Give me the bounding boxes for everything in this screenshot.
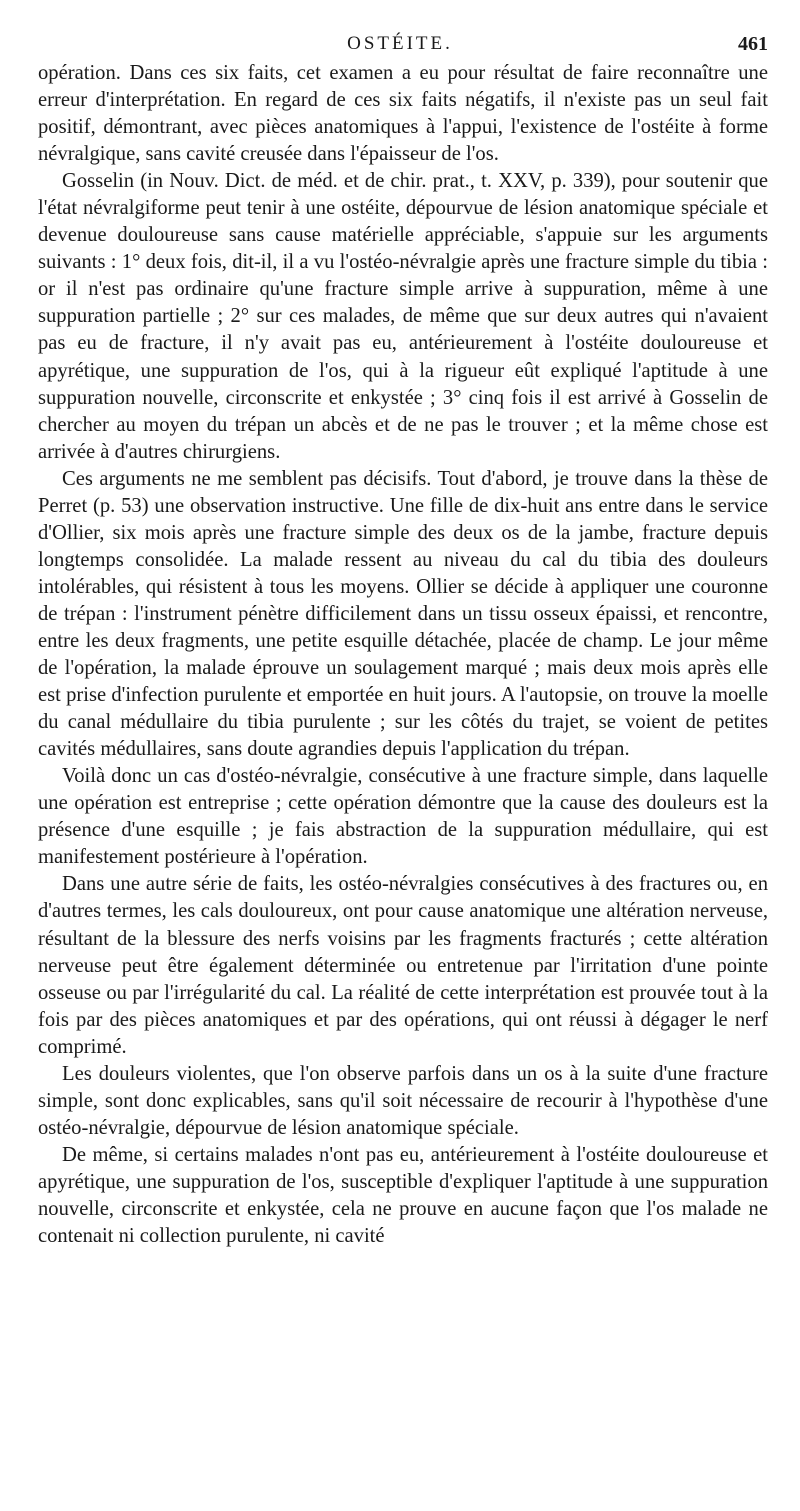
paragraph-4: Voilà donc un cas d'ostéo-névralgie, consécutive à une fracture simple, dans laquelle une opération est entreprise ; cette opération démontre que la cause des douleurs est la présence d'une esquille ; je fais abstraction de la suppuration médullaire, qui est manifestement postérieure à l'opération. [38, 765, 768, 869]
page-header [0, 33, 800, 59]
paragraph-2: Gosselin (in Nouv. Dict. de méd. et de chir. prat., t. XXV, p. 339), pour soutenir que l'état névralgiforme peut tenir à une ostéite, dépourvue de lésion anatomique spéciale et devenue douloureuse sans cause matérielle appréciable, s'appuie sur les arguments suivants : 1° deux fois, dit-il, il a vu l'ostéo-névralgie après une fracture simple du tibia : or il n'est pas ordinaire qu'une fracture simple arrive à suppuration, même à une suppuration partielle ; 2° sur ces malades, de même que sur deux autres qui n'avaient pas eu de fracture, il n'y avait pas eu, antérieurement à l'ostéite douloureuse et apyrétique, une suppuration de l'os, qui à la rigueur eût expliqué l'aptitude à une suppuration nouvelle, circonscrite et enkystée ; 3° cinq fois il est arrivé à Gosselin de chercher au moyen du trépan un abcès et de ne pas le trouver ; et la même chose est arrivée à d'autres chirurgiens. [38, 170, 768, 463]
paragraph-7: De même, si certains malades n'ont pas eu, antérieurement à l'ostéite douloureuse et apyrétique, une suppuration de l'os, susceptible d'expliquer l'aptitude à une suppuration nouvelle, circonscrite et enkystée, cela ne prouve en aucune façon que l'os malade ne contenait ni collection purulente, ni cavité [38, 1143, 768, 1248]
paragraph-6: Les douleurs violentes, que l'on observe parfois dans un os à la suite d'une fracture simple, sont donc explicables, sans qu'il soit nécessaire de recourir à l'hypothèse d'une ostéo-névralgie, dépourvue de lésion anatomique spéciale. [38, 1062, 768, 1139]
running-title: OSTÉITE. [347, 33, 453, 54]
paragraph-1: opération. Dans ces six faits, cet examen a eu pour résultat de faire reconnaître une erreur d'interprétation. En regard de ces six faits négatifs, il n'existe pas un seul fait positif, démontrant, avec pièces anatomiques à l'appui, l'existence de l'ostéite à forme névralgique, sans cavité creusée dans l'épaisseur de l'os. [38, 62, 768, 166]
paragraph-3: Ces arguments ne me semblent pas décisifs. Tout d'abord, je trouve dans la thèse de Perret (p. 53) une observation instructive. Une fille de dix-huit ans entre dans le service d'Ollier, six mois après une fracture simple des deux os de la jambe, fracture depuis longtemps consolidée. La malade ressent au niveau du cal du tibia des douleurs intolérables, qui résistent à tous les moyens. Ollier se décide à appliquer une couronne de trépan : l'instrument pénètre difficilement dans un tissu osseux épaissi, et rencontre, entre les deux fragments, une petite esquille détachée, placée de champ. Le jour même de l'opération, la malade éprouve un soulagement marqué ; mais deux mois après elle est prise d'infection purulente et emportée en huit jours. A l'autopsie, on trouve la moelle du canal médullaire du tibia purulente ; sur les côtés du trajet, se voient de petites cavités médullaires, sans doute agrandies depuis l'application du trépan. [38, 467, 768, 761]
body-text [38, 60, 768, 1250]
page-number: 461 [738, 33, 768, 55]
paragraph-5: Dans une autre série de faits, les ostéo-névralgies consécutives à des fractures ou, en d'autres termes, les cals douloureux, ont pour cause anatomique une altération nerveuse, résultant de la blessure des nerfs voisins par les fragments fracturés ; cette altération nerveuse peut être également déterminée ou entretenue par l'irritation d'une pointe osseuse ou par l'irrégularité du cal. La réalité de cette interprétation est prouvée tout à la fois par des pièces anatomiques et par des opérations, qui ont réussi à dégager le nerf comprimé. [38, 873, 768, 1058]
